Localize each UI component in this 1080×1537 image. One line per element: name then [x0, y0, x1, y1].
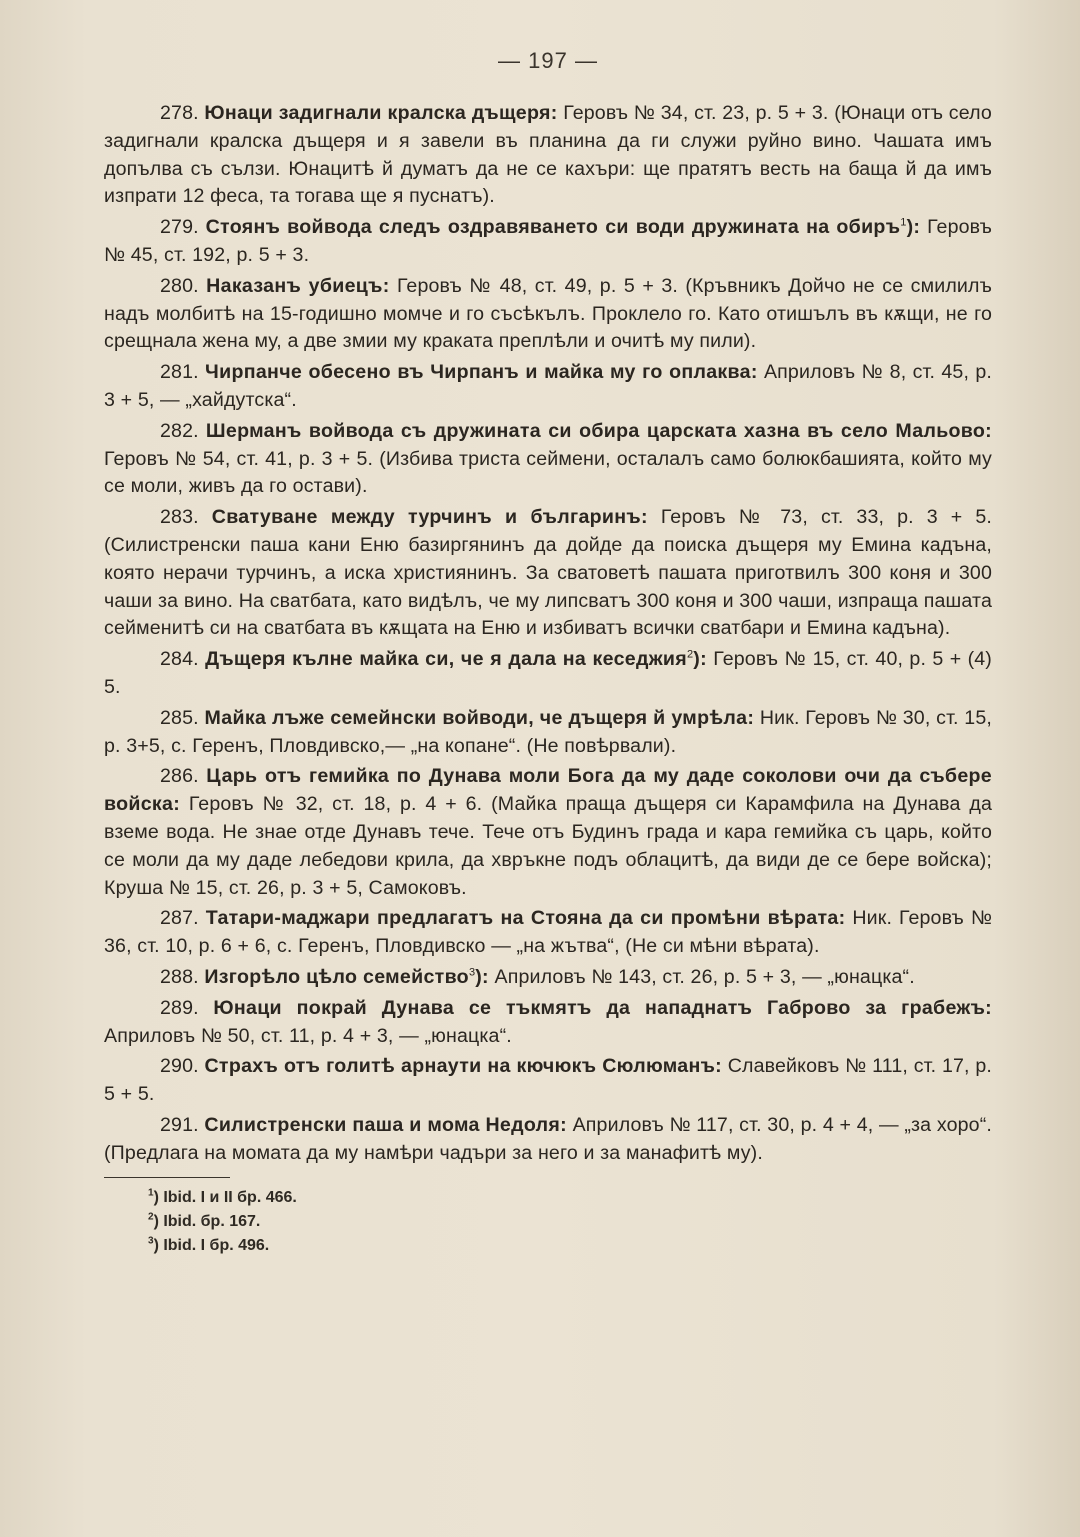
entry-text: Ник. Геровъ № 36, ст. 10, р. 6 + 6, с. Геренъ, Пловдивско — „на жътва“, (Не си мѣни вѣрата). [104, 907, 992, 958]
entry-text: Геровъ № 54, ст. 41, р. 3 + 5. (Избива триста сеймени, осталалъ само болюкбашията, който му се моли, живъ да го остави). [104, 447, 992, 498]
entries-list [104, 100, 992, 1167]
footnote [148, 1234, 992, 1258]
footnote-ref: 3 [468, 966, 476, 979]
entry-number: 291. [160, 1113, 199, 1136]
entry-title-end: ): [475, 965, 489, 988]
entry-title-end: ): [906, 216, 921, 239]
entry-text: Геровъ № 73, ст. 33, р. 3 + 5. (Силистренски паша кани Еню базиргянинъ да дойде да поиска дъщеря му Емина кадъна, която нерачи турчинъ, а иска християнинъ. За сватоветѣ пашата приготвилъ 300 коня и 300 чаши за вино. На сватбата, като видѣлъ, че му липсватъ 300 коня и 300 чаши, изпраща пашата сейменитѣ си на сватбата въ кѫщата на Еню и избиватъ всички сватбари и Емина кадъна). [104, 506, 992, 640]
page-number: — 197 — [498, 48, 598, 73]
footnote-divider [104, 1177, 230, 1178]
list-item [104, 214, 992, 270]
list-item [104, 418, 992, 501]
entry-title: Шерманъ войвода съ дружината си обира царската хазна въ село Мальово: [205, 419, 992, 442]
entry-text: Априловъ № 8, ст. 45, р. 3 + 5, — „хайдутска“. [104, 361, 992, 411]
list-item [104, 646, 992, 702]
list-item [104, 1112, 992, 1168]
footnote [148, 1210, 992, 1234]
entry-number: 278. [160, 102, 199, 124]
footnote-ref: 1 [900, 216, 907, 229]
footnote-text: ) Ibid. I и II бр. 466. [153, 1189, 297, 1207]
entry-text: Геровъ № 48, ст. 49, р. 5 + 3. (Кръвникъ Дойчо не се смилилъ надъ молбитѣ на 15-годишно момче и го съсѣкълъ. Проклело го. Като отишълъ въ кѫщи, не го срещнала жена му, а две змии му краката преплѣли и очитѣ му пили). [104, 274, 992, 353]
entry-text: Априловъ № 117, ст. 30, р. 4 + 4, — „за хоро“. (Предлага на момата да му намѣри чадъри за него и за манафитѣ му). [104, 1113, 992, 1164]
entry-title: Стоянъ войвода следъ оздравяването си води дружината на обиръ [205, 216, 901, 239]
entry-title: Чирпанче обесено въ Чирпанъ и майка му го оплаква: [205, 361, 758, 384]
entry-number: 279. [160, 216, 199, 239]
entry-text: Априловъ № 143, ст. 26, р. 5 + 3, — „юнацка“. [488, 965, 915, 988]
entry-title: Дъщеря кълне майка си, че я дала на кеседжия [205, 648, 687, 671]
footnote-text: ) Ibid. I бр. 496. [153, 1237, 270, 1255]
list-item [104, 964, 992, 992]
entry-title: Юнаци покрай Дунава се тъкмятъ да нападнатъ Габрово за грабежъ: [213, 996, 992, 1019]
entry-title: Силистренски паша и мома Недоля: [204, 1113, 567, 1136]
list-item [104, 763, 992, 902]
entry-title: Наказанъ убиецъ: [206, 274, 390, 297]
entry-title: Сватуване между турчинъ и българинъ: [211, 506, 648, 529]
footnote-mark: 2 [148, 1212, 154, 1224]
entry-title: Царь отъ гемийка по Дунава моли Бога да му даде соколови очи да събере войска: [104, 765, 992, 816]
entry-text: Априловъ № 50, ст. 11, р. 4 + 3, — „юнацка“. [104, 1024, 512, 1047]
entry-number: 290. [160, 1055, 199, 1078]
entry-number: 281. [160, 361, 199, 384]
footnote-mark: 1 [148, 1188, 154, 1200]
entry-title: Юнаци задигнали кралска дъщеря: [204, 102, 558, 124]
entry-number: 289. [160, 996, 199, 1019]
entry-text: Геровъ № 32, ст. 18, р. 4 + 6. (Майка праща дъщеря си Карамфила на Дунава да вземе вода. Не знае отде Дунавъ тече. Тече отъ Будинъ града и кара гемийка съ царь, който се моли да му даде лебедови крила, да хвръкне подъ облацитѣ, да види де се бере войска); Круша № 15, ст. 26, р. 3 + 5, Самоковъ. [104, 793, 992, 899]
entry-title: Страхъ отъ голитѣ арнаути на кючюкъ Сюлюманъ: [204, 1055, 723, 1078]
list-item [104, 359, 992, 415]
entry-number: 282. [160, 419, 199, 442]
footnote-mark: 3 [148, 1236, 154, 1248]
entry-number: 286. [160, 765, 199, 788]
list-item [104, 705, 992, 761]
entry-title: Татари-маджари предлагатъ на Стояна да си промѣни вѣрата: [205, 907, 846, 930]
entry-title: Майка лъже семейнски войводи, че дъщеря й умрѣла: [204, 706, 755, 729]
entry-text: Геровъ № 34, ст. 23, р. 5 + 3. (Юнаци отъ село задигнали кралска дъщеря и я завели въ планина да ги служи руйно вино. Чашата имъ допълва съ сълзи. Юнацитѣ й думатъ да не се кахъри: ще пратятъ весть на баща й да имъ изпрати 12 феса, та тогава ще я пуснатъ). [104, 102, 992, 208]
list-item [104, 273, 992, 356]
entry-text: Геровъ № 45, ст. 192, р. 5 + 3. [104, 216, 992, 266]
footnote-text: ) Ibid. бр. 167. [153, 1213, 261, 1231]
list-item [104, 100, 992, 211]
list-item [104, 905, 992, 961]
entry-title: Изгорѣло цѣло семейство [204, 965, 469, 988]
footnote-ref: 2 [687, 648, 694, 661]
entry-number: 284. [160, 648, 199, 671]
list-item [104, 504, 992, 643]
entry-number: 287. [160, 907, 199, 930]
footnote [148, 1186, 992, 1210]
list-item [104, 1053, 992, 1109]
entry-text: Геровъ № 15, ст. 40, р. 5 + (4) 5. [104, 648, 992, 698]
entry-number: 280. [160, 274, 199, 297]
list-item [104, 995, 992, 1051]
entry-number: 285. [160, 706, 199, 729]
entry-number: 283. [160, 506, 199, 529]
entry-title-end: ): [693, 648, 707, 671]
entry-text: Ник. Геровъ № 30, ст. 15, р. 3+5, с. Геренъ, Пловдивско,— „на копане“. (Не повѣрвали). [104, 706, 992, 757]
entry-text: Славейковъ № 111, ст. 17, р. 5 + 5. [104, 1055, 992, 1106]
entry-number: 288. [160, 965, 199, 988]
footnotes [104, 1186, 992, 1258]
